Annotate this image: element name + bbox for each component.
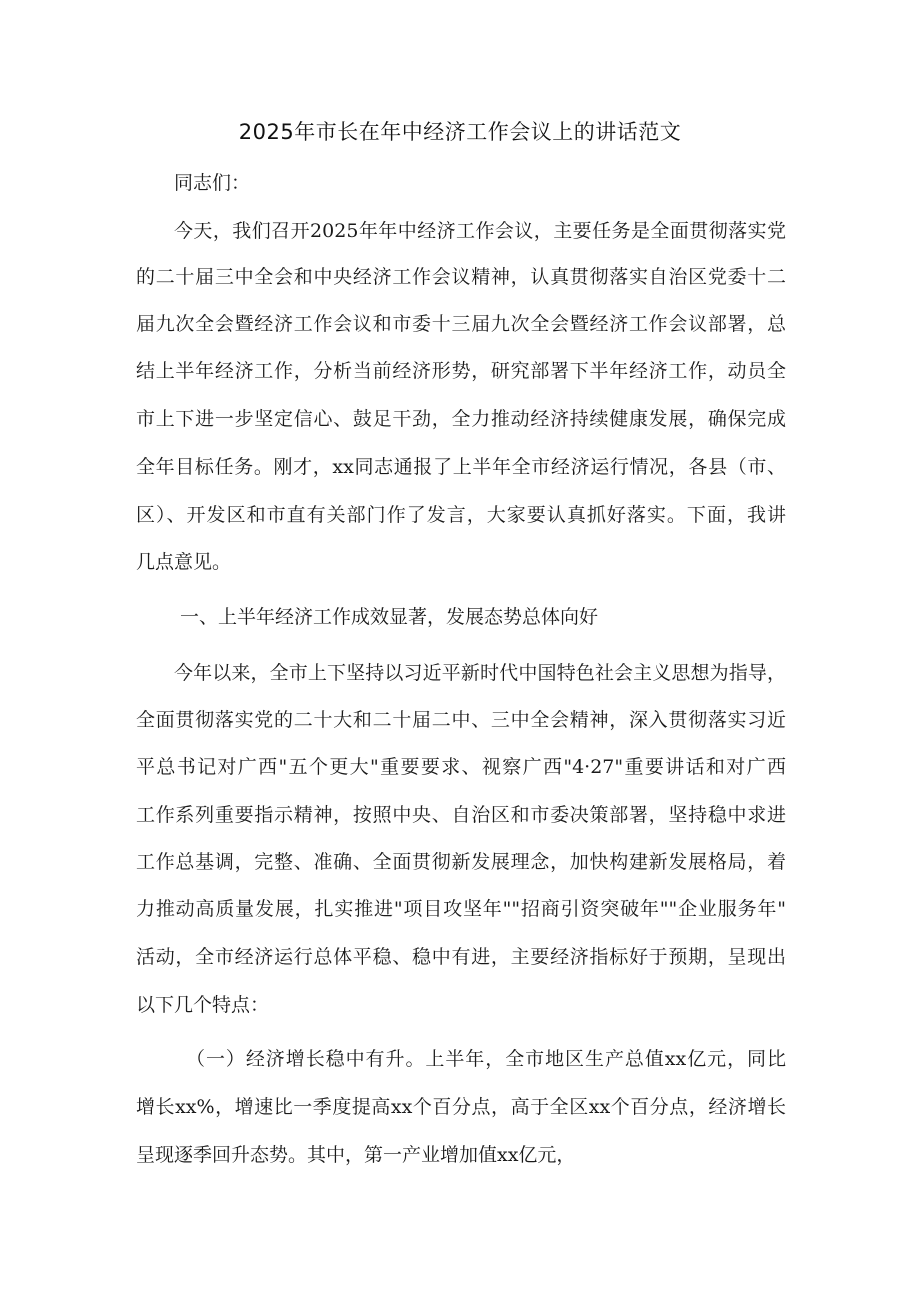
paragraph-2-line: 以下几个特点： <box>136 994 270 1016</box>
paragraph-2-line: 活动，全市经济运行总体平稳、稳中有进，主要经济指标好于预期，呈现出 <box>136 946 786 968</box>
section-heading-1: 一、上半年经济工作成效显著，发展态势总体向好 <box>180 606 599 628</box>
paragraph-1-line: 今天，我们召开2025年年中经济工作会议，主要任务是全面贯彻落实党 <box>174 220 786 242</box>
paragraph-1-line: 结上半年经济工作，分析当前经济形势，研究部署下半年经济工作，动员全 <box>136 360 786 382</box>
paragraph-3-line: 呈现逐季回升态势。其中，第一产业增加值xx亿元， <box>136 1144 576 1166</box>
paragraph-1-line: 的二十届三中全会和中央经济工作会议精神，认真贯彻落实自治区党委十二 <box>136 266 786 288</box>
paragraph-2-line: 全面贯彻落实党的二十大和二十届二中、三中全会精神，深入贯彻落实习近 <box>136 709 786 731</box>
paragraph-2-line: 今年以来，全市上下坚持以习近平新时代中国特色社会主义思想为指导， <box>174 662 786 684</box>
paragraph-1-line: 区）、开发区和市直有关部门作了发言，大家要认真抓好落实。下面，我讲 <box>136 504 786 526</box>
paragraph-1-line: 全年目标任务。刚才，xx同志通报了上半年全市经济运行情况，各县（市、 <box>136 456 786 478</box>
paragraph-2-line: 工作系列重要指示精神，按照中央、自治区和市委决策部署，坚持稳中求进 <box>136 804 786 826</box>
paragraph-2-line: 力推动高质量发展，扎实推进"项目攻坚年""招商引资突破年""企业服务年" <box>136 898 786 920</box>
paragraph-3-line: （一）经济增长稳中有升。上半年，全市地区生产总值xx亿元，同比 <box>186 1048 786 1070</box>
salutation: 同志们： <box>174 172 251 194</box>
paragraph-3-line: 增长xx%，增速比一季度提高xx个百分点，高于全区xx个百分点，经济增长 <box>136 1096 786 1118</box>
paragraph-2-line: 平总书记对广西"五个更大"重要要求、视察广西"4·27"重要讲话和对广西 <box>136 756 786 778</box>
paragraph-1-line: 届九次全会暨经济工作会议和市委十三届九次全会暨经济工作会议部署，总 <box>136 313 786 335</box>
paragraph-2-line: 工作总基调，完整、准确、全面贯彻新发展理念，加快构建新发展格局，着 <box>136 851 786 873</box>
paragraph-1-line: 几点意见。 <box>136 551 232 573</box>
document-title: 2025年市长在年中经济工作会议上的讲话范文 <box>238 120 682 144</box>
paragraph-1-line: 市上下进一步坚定信心、鼓足干劲，全力推动经济持续健康发展，确保完成 <box>136 408 786 430</box>
